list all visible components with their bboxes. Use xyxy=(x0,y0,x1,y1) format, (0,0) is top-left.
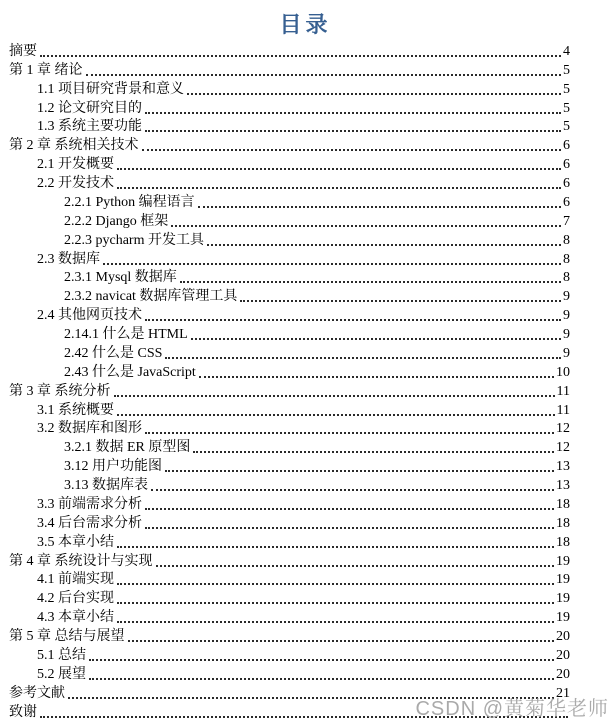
dot-leader xyxy=(117,168,561,170)
toc-entry-label: 5.2 展望 xyxy=(37,666,86,682)
toc-entry-label: 2.2.2 Django 框架 xyxy=(64,213,169,229)
toc-entry xyxy=(9,381,570,400)
toc-entry-page: 6 xyxy=(563,138,570,154)
toc-entry xyxy=(9,551,570,570)
toc-entry xyxy=(9,41,570,60)
dot-leader xyxy=(142,149,562,151)
dot-leader xyxy=(68,697,554,699)
dot-leader xyxy=(165,357,561,359)
dot-leader xyxy=(117,583,554,585)
toc-entry xyxy=(9,664,570,683)
toc-entry-label: 2.3.2 navicat 数据库管理工具 xyxy=(64,289,238,305)
dot-leader xyxy=(156,565,555,567)
toc-entry-page: 5 xyxy=(563,119,570,135)
page-title: 目录 xyxy=(279,12,332,37)
dot-leader xyxy=(145,130,561,132)
dot-leader xyxy=(117,414,555,416)
toc-entry xyxy=(9,60,570,79)
toc-entry-label: 2.3.1 Mysql 数据库 xyxy=(64,270,177,286)
toc-entry xyxy=(9,437,570,456)
toc-entry-page: 8 xyxy=(563,232,570,248)
toc-entry xyxy=(9,286,570,305)
toc-entry xyxy=(9,268,570,287)
toc-entry-label: 4.1 前端实现 xyxy=(37,572,114,588)
toc-entry-label: 第 2 章 系统相关技术 xyxy=(9,138,139,154)
toc-entry xyxy=(9,532,570,551)
toc-entry-label: 2.14.1 什么是 HTML xyxy=(64,327,188,342)
dot-leader xyxy=(240,300,561,302)
toc-entry xyxy=(9,192,570,211)
toc-entry xyxy=(9,475,570,494)
toc-entry-page: 20 xyxy=(556,647,570,663)
toc-entry-label: 2.3 数据库 xyxy=(37,251,100,267)
toc-entry-label: 第 1 章 绪论 xyxy=(9,62,83,78)
dot-leader xyxy=(198,206,561,208)
dot-leader xyxy=(114,395,555,397)
dot-leader xyxy=(145,319,561,321)
toc-list xyxy=(9,41,570,721)
toc-entry-page: 19 xyxy=(556,591,570,607)
toc-entry-label: 第 5 章 总结与展望 xyxy=(9,629,125,644)
dot-leader xyxy=(165,470,554,472)
toc-entry xyxy=(9,135,570,154)
toc-entry xyxy=(9,305,570,324)
toc-entry-label: 2.42 什么是 CSS xyxy=(64,345,163,361)
toc-entry-label: 3.3 前端需求分析 xyxy=(37,496,142,512)
toc-entry-page: 12 xyxy=(556,440,570,456)
toc-entry-page: 18 xyxy=(556,534,570,550)
toc-entry-page: 18 xyxy=(556,496,570,512)
toc-entry xyxy=(9,626,570,645)
toc-entry xyxy=(9,117,570,136)
dot-leader xyxy=(117,602,554,604)
dot-leader xyxy=(171,225,561,227)
toc-entry xyxy=(9,588,570,607)
toc-entry-page: 19 xyxy=(556,572,570,588)
toc-entry-page: 9 xyxy=(563,327,570,342)
csdn-watermark: CSDN @黄菊华老师 xyxy=(415,698,609,720)
toc-entry-page: 6 xyxy=(563,194,570,210)
toc-entry xyxy=(9,154,570,173)
dot-leader xyxy=(193,451,554,453)
toc-entry-label: 3.1 系统概要 xyxy=(37,402,114,418)
toc-entry xyxy=(9,419,570,438)
toc-entry-page: 4 xyxy=(563,43,570,59)
toc-entry-page: 6 xyxy=(563,176,570,191)
toc-entry-label: 4.3 本章小结 xyxy=(37,610,114,626)
toc-entry xyxy=(9,570,570,589)
toc-entry-page: 10 xyxy=(556,364,570,380)
toc-entry-label: 3.4 后台需求分析 xyxy=(37,515,142,531)
dot-leader xyxy=(89,659,554,661)
toc-entry xyxy=(9,230,570,249)
toc-entry-page: 19 xyxy=(556,553,570,569)
dot-leader xyxy=(180,281,561,283)
dot-leader xyxy=(207,244,561,246)
toc-entry-label: 3.5 本章小结 xyxy=(37,534,114,550)
dot-leader xyxy=(117,621,554,623)
toc-entry-label: 2.43 什么是 JavaScript xyxy=(64,364,196,380)
toc-entry-page: 8 xyxy=(563,270,570,286)
toc-entry-label: 1.1 项目研究背景和意义 xyxy=(37,81,184,97)
toc-entry-page: 8 xyxy=(563,251,570,267)
toc-entry-label: 2.2 开发技术 xyxy=(37,176,114,191)
toc-entry-label: 3.2 数据库和图形 xyxy=(37,421,142,437)
toc-entry xyxy=(9,79,570,98)
toc-entry-page: 9 xyxy=(563,345,570,361)
toc-entry xyxy=(9,211,570,230)
toc-entry-label: 3.12 用户功能图 xyxy=(64,459,162,475)
toc-entry-label: 2.2.3 pycharm 开发工具 xyxy=(64,232,204,248)
toc-entry-page: 11 xyxy=(556,402,570,418)
dot-leader xyxy=(191,338,561,340)
toc-entry-page: 7 xyxy=(563,213,570,229)
toc-entry-page: 5 xyxy=(563,81,570,97)
toc-entry-label: 3.13 数据库表 xyxy=(64,478,148,493)
toc-entry-label: 第 3 章 系统分析 xyxy=(9,383,111,399)
toc-entry-label: 摘要 xyxy=(9,43,37,59)
toc-entry-label: 4.2 后台实现 xyxy=(37,591,114,607)
toc-entry-label: 2.4 其他网页技术 xyxy=(37,308,142,324)
toc-entry-page: 13 xyxy=(556,478,570,493)
toc-entry xyxy=(9,173,570,192)
toc-entry-page: 5 xyxy=(563,100,570,116)
toc-entry xyxy=(9,683,570,702)
dot-leader xyxy=(103,263,561,265)
toc-entry xyxy=(9,456,570,475)
toc-entry-label: 2.2.1 Python 编程语言 xyxy=(64,194,195,210)
toc-entry-page: 13 xyxy=(556,459,570,475)
dot-leader xyxy=(117,187,561,189)
toc-entry-label: 致谢 xyxy=(9,704,37,720)
dot-leader xyxy=(86,74,562,76)
toc-entry xyxy=(9,645,570,664)
toc-entry-label: 5.1 总结 xyxy=(37,647,86,663)
toc-entry xyxy=(9,362,570,381)
toc-entry-page: 9 xyxy=(563,308,570,324)
toc-entry-label: 1.3 系统主要功能 xyxy=(37,119,142,135)
toc-entry xyxy=(9,249,570,268)
toc-entry-page: 6 xyxy=(563,157,570,173)
toc-entry-page: 21 xyxy=(556,685,570,701)
dot-leader xyxy=(145,508,554,510)
toc-entry xyxy=(9,324,570,343)
dot-leader xyxy=(145,112,561,114)
dot-leader xyxy=(128,640,555,642)
toc-entry-page: 20 xyxy=(556,629,570,644)
toc-entry-label: 1.2 论文研究目的 xyxy=(37,100,142,116)
dot-leader xyxy=(187,93,561,95)
toc-entry xyxy=(9,494,570,513)
toc-entry xyxy=(9,702,570,721)
toc-entry xyxy=(9,513,570,532)
dot-leader xyxy=(40,55,561,57)
toc-entry-label: 第 4 章 系统设计与实现 xyxy=(9,553,153,569)
dot-leader xyxy=(145,527,554,529)
toc-entry-page: 11 xyxy=(556,383,570,399)
toc-entry xyxy=(9,400,570,419)
toc-entry xyxy=(9,98,570,117)
toc-entry-page: 5 xyxy=(563,62,570,78)
dot-leader xyxy=(117,546,554,548)
toc-entry xyxy=(9,343,570,362)
toc-entry-label: 3.2.1 数据 ER 原型图 xyxy=(64,440,191,456)
dot-leader xyxy=(40,716,568,718)
toc-entry-page: 12 xyxy=(556,421,570,437)
toc-entry-page: 20 xyxy=(556,666,570,682)
toc-entry-label: 2.1 开发概要 xyxy=(37,157,114,173)
dot-leader xyxy=(145,432,554,434)
toc-entry-page: 9 xyxy=(563,289,570,305)
dot-leader xyxy=(89,678,554,680)
toc-entry-label: 参考文献 xyxy=(9,685,65,701)
toc-entry xyxy=(9,607,570,626)
toc-entry-page: 18 xyxy=(556,515,570,531)
dot-leader xyxy=(199,376,554,378)
dot-leader xyxy=(151,489,554,491)
toc-entry-page: 19 xyxy=(556,610,570,626)
